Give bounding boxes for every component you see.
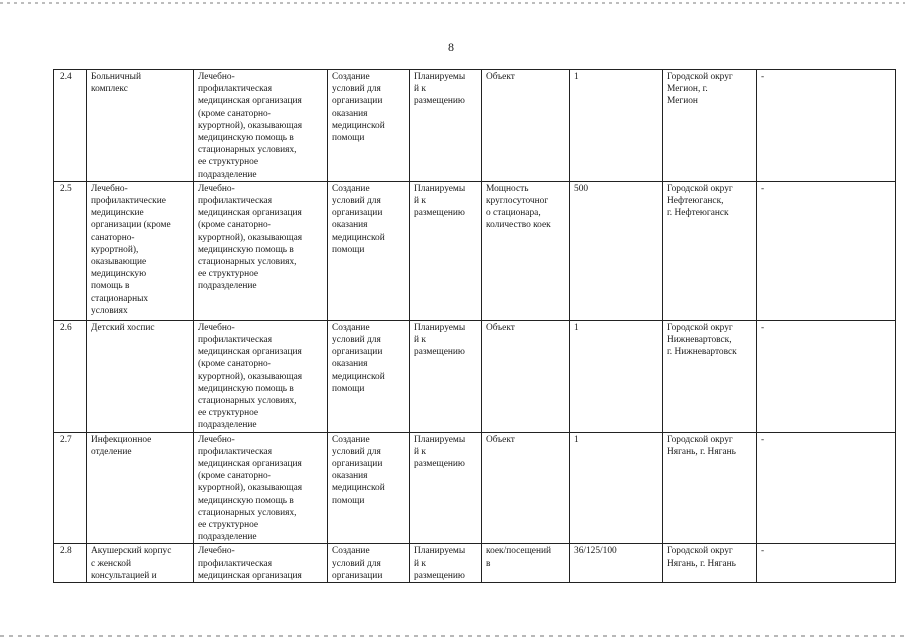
cell-location: Городской округ Нефтеюганск, г. Нефтеюганск (663, 181, 757, 320)
cell-characteristic: Объект (482, 70, 570, 182)
cell-characteristic: Мощность круглосуточног о стационара, количество коек (482, 181, 570, 320)
cell-number: 2.6 (54, 320, 87, 432)
cell-location: Городской округ Нягань, г. Нягань (663, 544, 757, 583)
cell-number: 2.4 (54, 70, 87, 182)
cell-location: Городской округ Мегион, г. Мегион (663, 70, 757, 182)
cell-zone: - (757, 432, 896, 544)
cell-object-type: Лечебно- профилактическая медицинская организация (194, 544, 328, 583)
table-row (54, 544, 896, 583)
cell-characteristic-value: 1 (570, 320, 663, 432)
cell-characteristic-value: 1 (570, 432, 663, 544)
table-row (54, 432, 896, 544)
cell-object-name: Лечебно- профилактические медицинские организации (кроме санаторно- курортной), оказывающие медицинскую помощь в стационарных условиях (87, 181, 194, 320)
cell-characteristic: Объект (482, 432, 570, 544)
cell-purpose: Создание условий для организации оказания медицинской помощи (328, 320, 410, 432)
cell-zone: - (757, 181, 896, 320)
cell-purpose: Создание условий для организации оказания медицинской помощи (328, 432, 410, 544)
cell-status: Планируемы й к размещению (410, 181, 482, 320)
cell-object-type: Лечебно- профилактическая медицинская организация (кроме санаторно- курортной), оказывающая медицинскую помощь в стационарных условиях, ее структурное подразделение (194, 320, 328, 432)
cell-location: Городской округ Нягань, г. Нягань (663, 432, 757, 544)
scan-edge-bottom (0, 635, 905, 637)
objects-table (53, 69, 896, 583)
cell-zone: - (757, 544, 896, 583)
cell-object-name: Больничный комплекс (87, 70, 194, 182)
cell-characteristic-value: 500 (570, 181, 663, 320)
cell-status: Планируемы й к размещению (410, 70, 482, 182)
cell-purpose: Создание условий для организации оказания медицинской помощи (328, 181, 410, 320)
cell-number: 2.5 (54, 181, 87, 320)
cell-characteristic-value: 36/125/100 (570, 544, 663, 583)
cell-characteristic-value: 1 (570, 70, 663, 182)
cell-number: 2.7 (54, 432, 87, 544)
cell-object-type: Лечебно- профилактическая медицинская организация (кроме санаторно- курортной), оказывающая медицинскую помощь в стационарных условиях, ее структурное подразделение (194, 181, 328, 320)
cell-zone: - (757, 70, 896, 182)
page-number: 8 (448, 40, 454, 54)
table-row (54, 70, 896, 182)
cell-object-name: Детский хоспис (87, 320, 194, 432)
cell-status: Планируемы й к размещению (410, 320, 482, 432)
cell-number: 2.8 (54, 544, 87, 583)
table-row (54, 181, 896, 320)
cell-location: Городской округ Нижневартовск, г. Нижневартовск (663, 320, 757, 432)
cell-status: Планируемы й к размещению (410, 544, 482, 583)
cell-object-type: Лечебно- профилактическая медицинская организация (кроме санаторно- курортной), оказывающая медицинскую помощь в стационарных условиях, ее структурное подразделение (194, 432, 328, 544)
cell-zone: - (757, 320, 896, 432)
cell-object-name: Инфекционное отделение (87, 432, 194, 544)
cell-object-name: Акушерский корпус с женской консультацией и (87, 544, 194, 583)
cell-object-type: Лечебно- профилактическая медицинская организация (кроме санаторно- курортной), оказывающая медицинскую помощь в стационарных условиях, ее структурное подразделение (194, 70, 328, 182)
cell-status: Планируемы й к размещению (410, 432, 482, 544)
scan-edge-top (0, 2, 905, 4)
cell-characteristic: Объект (482, 320, 570, 432)
cell-purpose: Создание условий для организации оказания медицинской помощи (328, 70, 410, 182)
table-row (54, 320, 896, 432)
cell-purpose: Создание условий для организации (328, 544, 410, 583)
cell-characteristic: коек/посещений в (482, 544, 570, 583)
